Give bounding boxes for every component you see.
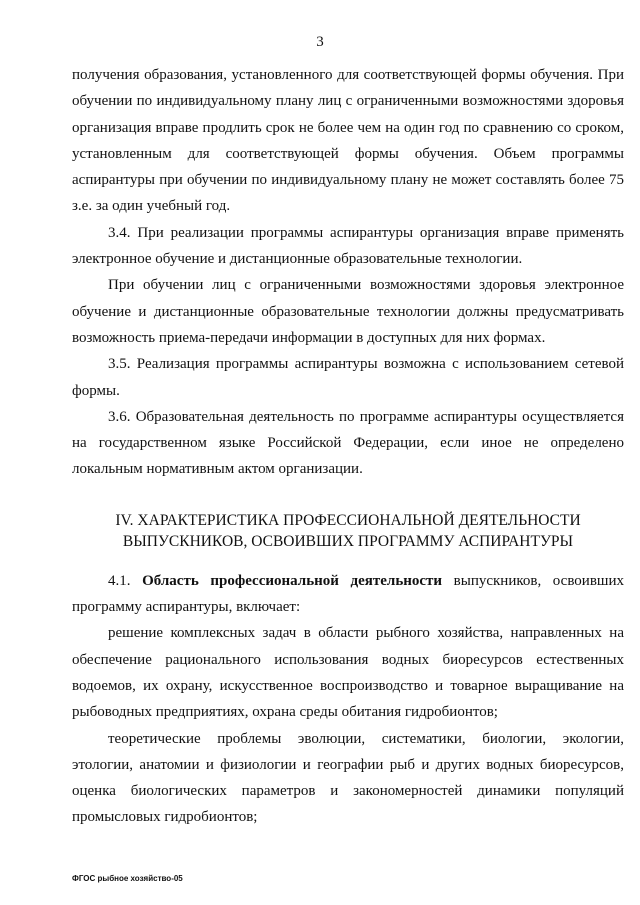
paragraph-disabled-learners: При обучении лиц с ограниченными возможностями здоровья электронное обучение и дистанционные образовательные технологии должны предусматривать возможность приема-передачи информации в доступных для них формах. [72,277,624,346]
paragraph-3-4: 3.4. При реализации программы аспирантуры организация вправе применять электронное обучение и дистанционные образовательные технологии. [72,224,624,268]
item-text: выпускников, освоивших программу аспирантуры, включает: [72,572,624,616]
paragraph-continuation: получения образования, установленного для соответствующей формы обучения. При обучении по индивидуальному плану лиц с ограниченными возможностями здоровья организация вправе продлить срок не более чем на один год по сравнению со сроком, установленным для соответствующей формы обучения. Объем программы аспирантуры при обучении по индивидуальному плану не может составлять более 75 з.е. за один учебный год. [72,67,624,215]
paragraph-4-1 [72,568,624,621]
paragraph-3-5: 3.5. Реализация программы аспирантуры возможна с использованием сетевой формы. [72,356,624,399]
bold-term: Область профессиональной деятельности [142,572,443,589]
paragraph-complex-tasks: решение комплексных задач в области рыбного хозяйства, направленных на обеспечение рационального использования водных биоресурсов естественных водоемов, их охрану, искусственное воспроизводство и товарное выращивание на рыбоводных предприятиях, охрана среды обитания гидробионтов; [72,625,624,721]
section-heading-line-2: ВЫПУСКНИКОВ, ОСВОИВШИХ ПРОГРАММУ АСПИРАНТУРЫ [122,532,574,550]
section-heading-line-1: IV. ХАРАКТЕРИСТИКА ПРОФЕССИОНАЛЬНОЙ ДЕЯТЕЛЬНОСТИ [115,511,581,529]
paragraph-theoretical-problems: теоретические проблемы эволюции, систематики, биологии, экологии, этологии, анатомии и физиологии и географии рыб и других водных биоресурсов, оценка биологических параметров и закономерностей динамики популяций промысловых гидробионтов; [72,730,624,826]
page-number: 3 [316,34,324,50]
paragraph-3-6: 3.6. Образовательная деятельность по программе аспирантуры осуществляется на государственном языке Российской Федерации, если иное не определено локальным нормативным актом организации. [72,408,624,478]
footer-label: ФГОС рыбное хозяйство-05 [72,874,183,883]
document-body [72,62,624,831]
item-number: 4.1. [108,572,131,589]
section-heading [72,510,624,552]
